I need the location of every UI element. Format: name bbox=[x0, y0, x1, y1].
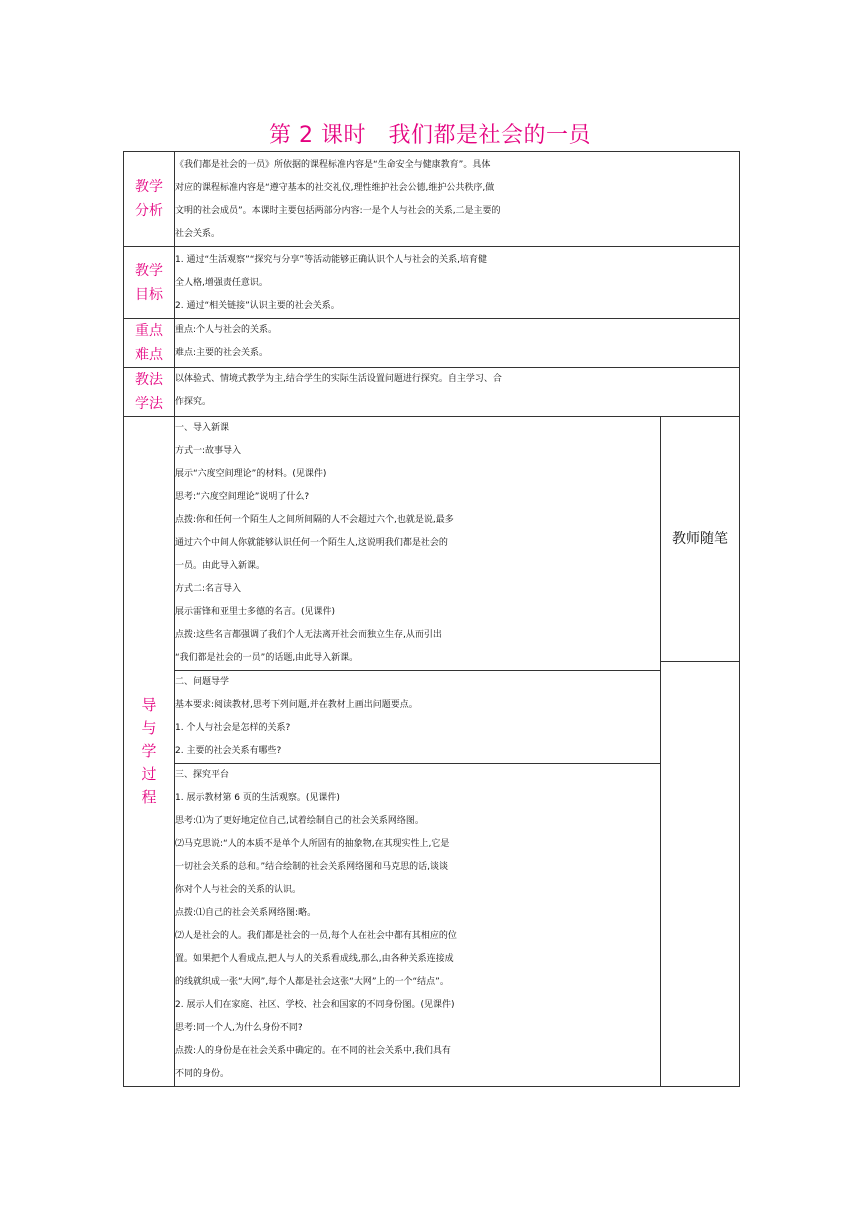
text-line: 方式一:故事导入 bbox=[175, 446, 242, 456]
text-line: 思考:⑴为了更好地定位自己,试着绘制自己的社会关系网络图。 bbox=[175, 816, 424, 826]
text-line: 文明的社会成员”。本课时主要包括两部分内容:一是个人与社会的关系,二是主要的 bbox=[175, 206, 501, 216]
text-line: 三、探究平台 bbox=[175, 770, 230, 780]
text-line: 作探究。 bbox=[175, 397, 212, 407]
text-line: 二、问题导学 bbox=[175, 677, 230, 687]
process-row-intro bbox=[124, 417, 740, 662]
text-line: 2. 展示人们在家庭、社区、学校、社会和国家的不同身份图。(见课件) bbox=[175, 1000, 455, 1010]
lesson-plan-table bbox=[123, 151, 740, 1087]
intro-content bbox=[175, 417, 661, 671]
focus-row bbox=[124, 319, 740, 368]
focus-content bbox=[175, 319, 740, 368]
teacher-notes-header: 教师随笔 bbox=[661, 417, 740, 662]
text-line: 一员。由此导入新课。 bbox=[175, 561, 266, 571]
process-row-explore bbox=[124, 764, 740, 1087]
text-line: 全人格,增强责任意识。 bbox=[175, 278, 268, 288]
page-title: 第 2 课时 我们都是社会的一员 bbox=[269, 123, 591, 148]
text-line: 重点:个人与社会的关系。 bbox=[175, 325, 278, 335]
methods-content bbox=[175, 368, 740, 417]
text-line: 点拨:人的身份是在社会关系中确定的。在不同的社会关系中,我们具有 bbox=[175, 1046, 451, 1056]
analysis-label: 教学 分析 bbox=[124, 152, 175, 247]
text-line: 2. 主要的社会关系有哪些? bbox=[175, 746, 282, 756]
methods-row bbox=[124, 368, 740, 417]
analysis-content bbox=[175, 152, 740, 247]
text-line: 展示“六度空间理论”的材料。(见课件) bbox=[175, 469, 327, 479]
text-line: 通过六个中间人你就能够认识任何一个陌生人,这说明我们都是社会的 bbox=[175, 538, 448, 548]
text-line: 你对个人与社会的关系的认识。 bbox=[175, 885, 302, 895]
analysis-row bbox=[124, 152, 740, 247]
text-line: 1. 个人与社会是怎样的关系? bbox=[175, 723, 291, 733]
text-line: 以体验式、情境式教学为主,结合学生的实际生活设置问题进行探究。自主学习、合 bbox=[175, 374, 502, 384]
text-line: 2. 通过“相关链接”认识主要的社会关系。 bbox=[175, 301, 340, 311]
methods-label: 教法 学法 bbox=[124, 368, 175, 417]
text-line: 展示雷锋和亚里士多德的名言。(见课件) bbox=[175, 607, 336, 617]
process-row-questions bbox=[124, 671, 740, 764]
text-line: 对应的课程标准内容是“遵守基本的社交礼仪,理性维护社会公德,维护公共秩序,做 bbox=[175, 183, 495, 193]
text-line: 不同的身份。 bbox=[175, 1069, 230, 1079]
text-line: 一、导入新课 bbox=[175, 423, 230, 433]
text-line: ⑵马克思说:“人的本质不是单个人所固有的抽象物,在其现实性上,它是 bbox=[175, 839, 450, 849]
text-line: 思考:同一个人,为什么身份不同? bbox=[175, 1023, 303, 1033]
text-line: 基本要求:阅读教材,思考下列问题,并在教材上画出问题要点。 bbox=[175, 700, 418, 710]
goals-content bbox=[175, 247, 740, 319]
goals-row bbox=[124, 247, 740, 319]
text-line: 的线就织成一张“大网”,每个人都是社会这张“大网”上的一个“结点”。 bbox=[175, 977, 449, 987]
goals-label: 教学 目标 bbox=[124, 247, 175, 319]
questions-content bbox=[175, 671, 661, 764]
text-line: 一切社会关系的总和。”结合绘制的社会关系网络图和马克思的话,谈谈 bbox=[175, 862, 449, 872]
text-line: 点拨:你和任何一个陌生人之间所间隔的人不会超过六个,也就是说,最多 bbox=[175, 515, 454, 525]
text-line: 《我们都是社会的一员》所依据的课程标准内容是“生命安全与健康教育”。具体 bbox=[175, 160, 491, 170]
focus-label: 重点 难点 bbox=[124, 319, 175, 368]
text-line: 置。如果把个人看成点,把人与人的关系看成线,那么,由各种关系连接成 bbox=[175, 954, 454, 964]
text-line: 点拨:这些名言都强调了我们个人无法离开社会而独立生存,从而引出 bbox=[175, 630, 442, 640]
text-line: 社会关系。 bbox=[175, 229, 221, 239]
teacher-notes-area bbox=[661, 662, 740, 1087]
text-line: 思考:“六度空间理论”说明了什么? bbox=[175, 492, 310, 502]
text-line: 1. 展示教材第 6 页的生活观察。(见课件) bbox=[175, 793, 340, 803]
text-line: 难点:主要的社会关系。 bbox=[175, 348, 269, 358]
explore-content bbox=[175, 764, 661, 1087]
text-line: 方式二:名言导入 bbox=[175, 584, 242, 594]
text-line: 1. 通过“生活观察”“探究与分享”等活动能够正确认识个人与社会的关系,培育健 bbox=[175, 255, 487, 265]
text-line: “我们都是社会的一员”的话题,由此导入新课。 bbox=[175, 653, 359, 663]
process-label: 导 与 学 过 程 bbox=[124, 417, 175, 1087]
text-line: ⑵人是社会的人。我们都是社会的一员,每个人在社会中都有其相应的位 bbox=[175, 931, 457, 941]
text-line: 点拨:⑴自己的社会关系网络图:略。 bbox=[175, 908, 317, 918]
